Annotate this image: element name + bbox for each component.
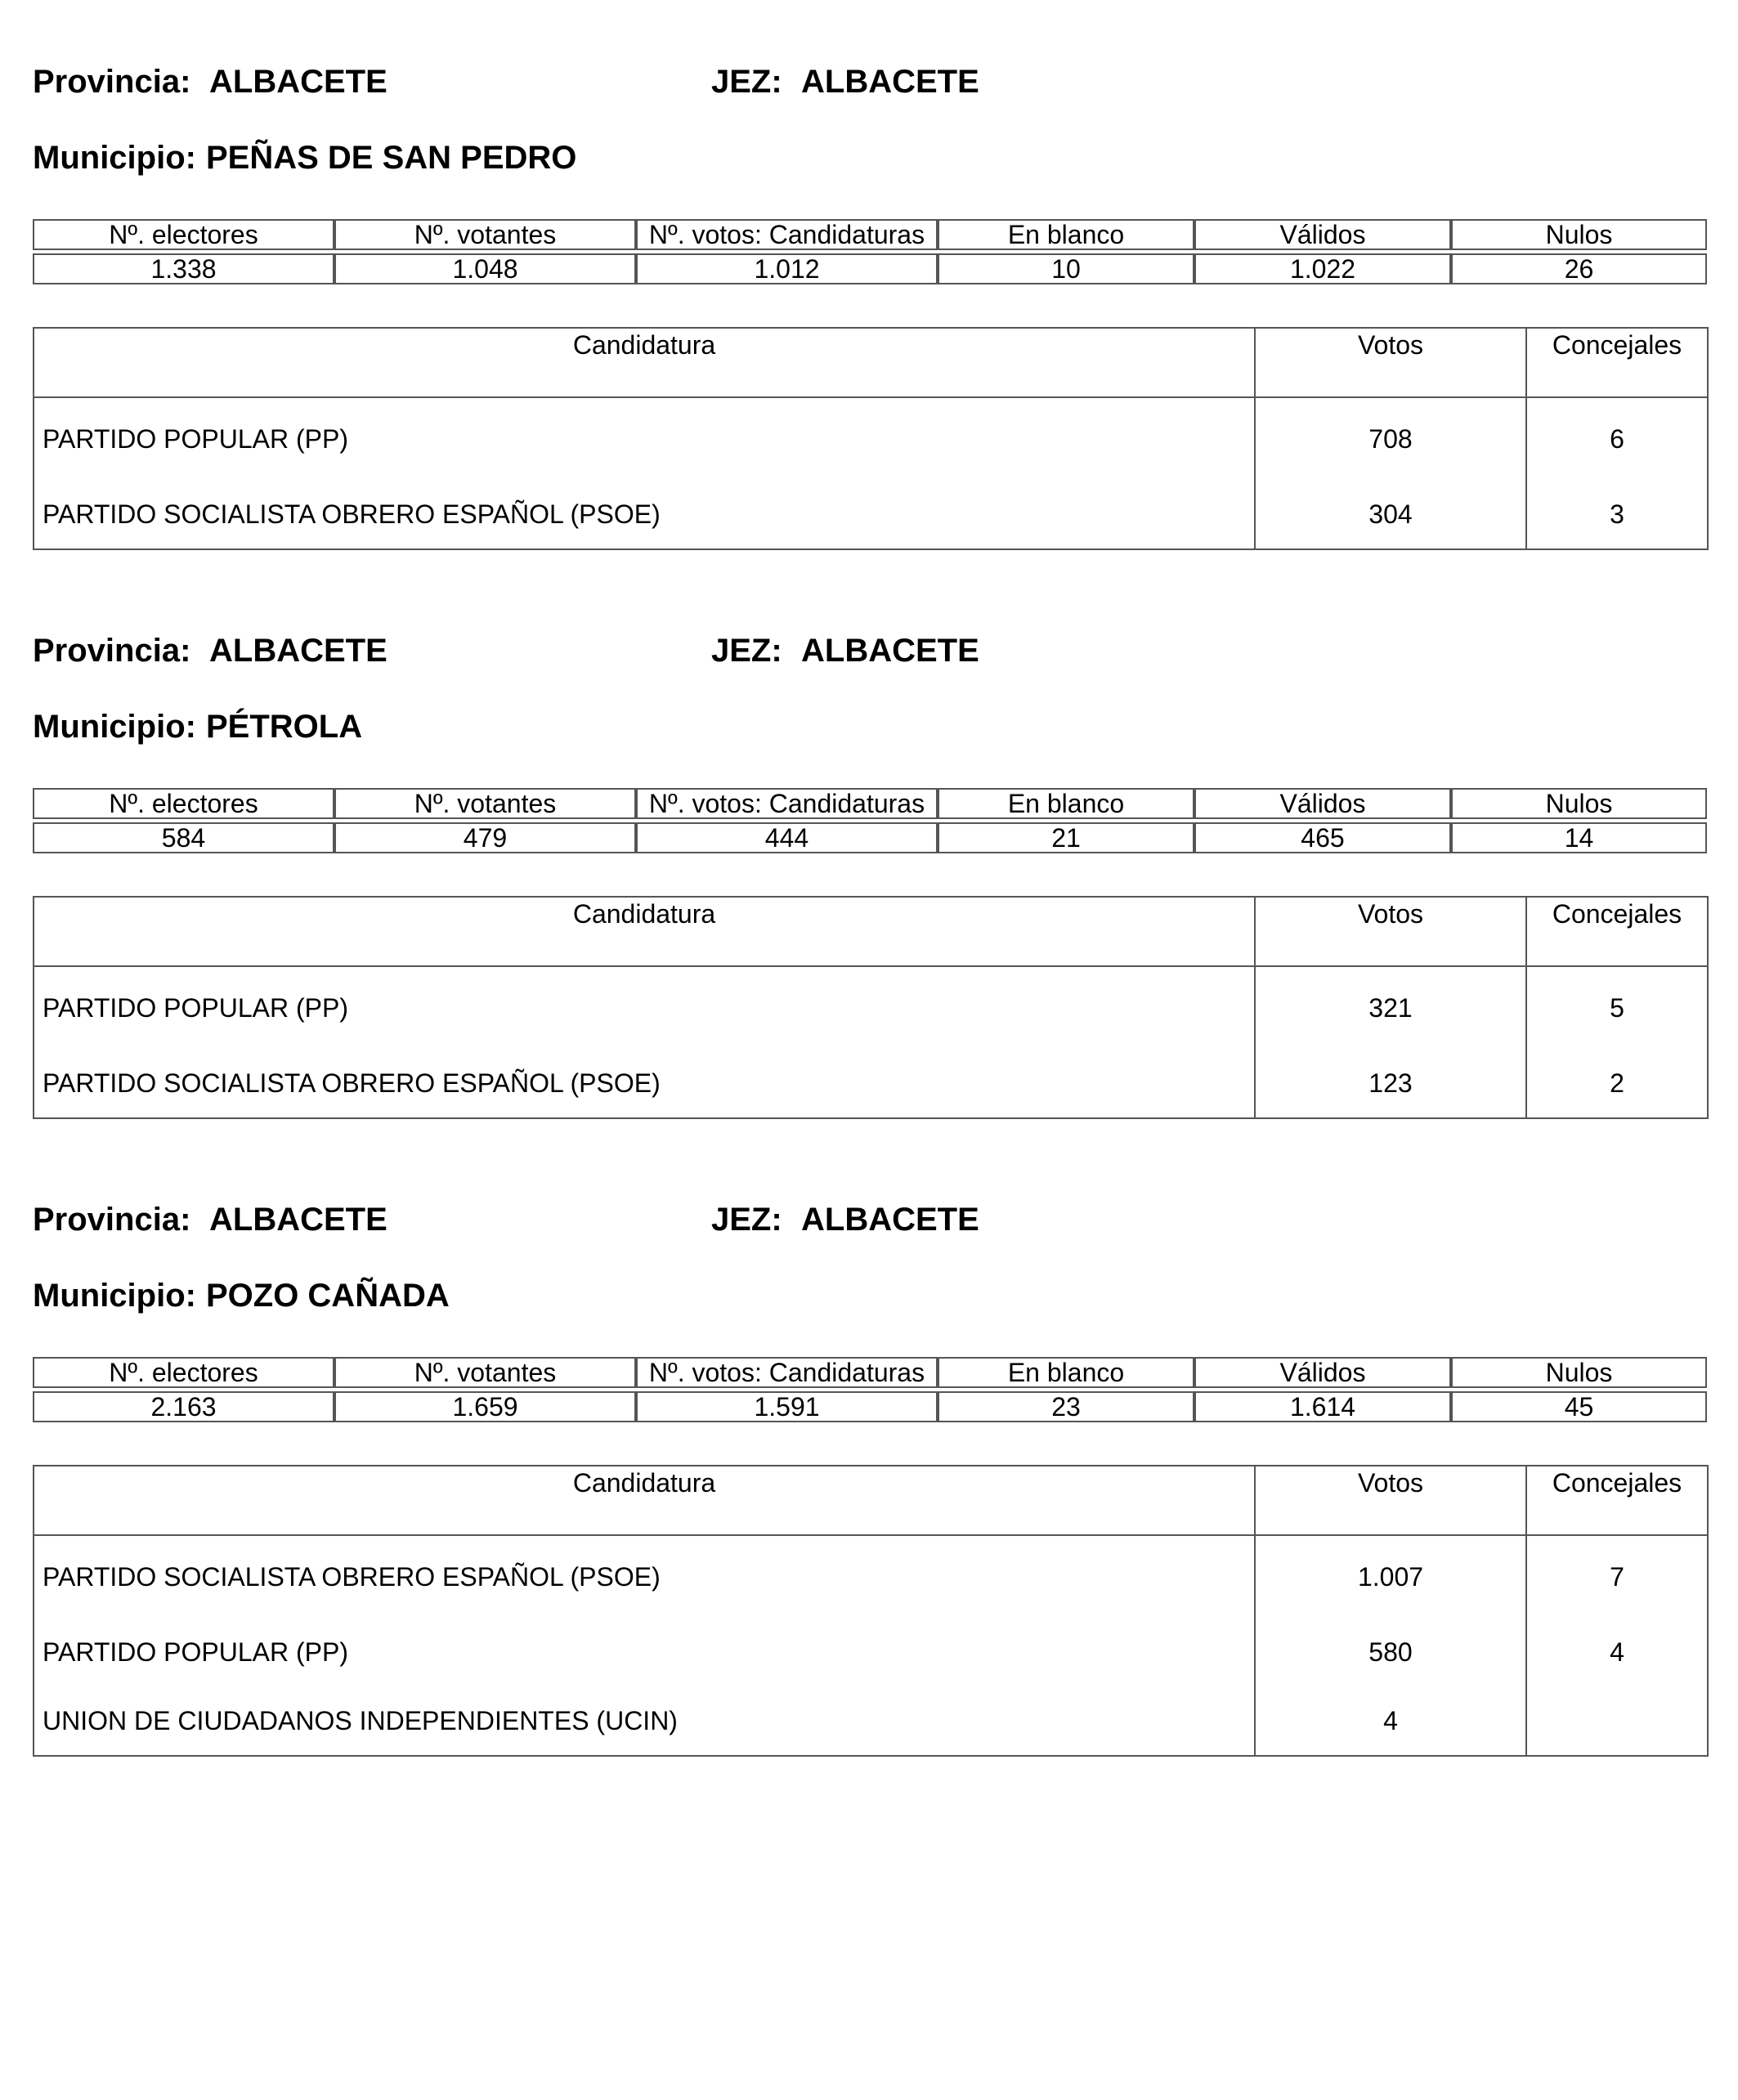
header-row	[33, 57, 1707, 106]
stats-header: Nº. votantes	[334, 788, 636, 819]
jez-value: ALBACETE	[801, 64, 979, 100]
stats-value: 584	[33, 822, 334, 853]
stats-value: 1.012	[636, 253, 938, 284]
candidaturas-table	[33, 327, 1709, 550]
stats-header: Nulos	[1451, 219, 1707, 250]
stats-header: En blanco	[938, 1357, 1194, 1388]
stats-value: 479	[334, 822, 636, 853]
jez-label: JEZ:	[711, 633, 782, 669]
municipio-value: PÉTROLA	[205, 709, 363, 745]
municipio-row	[33, 1271, 450, 1320]
candidaturas-table	[33, 1465, 1709, 1757]
party-votos: 708	[1255, 397, 1526, 480]
provincia-label: Provincia:	[33, 64, 191, 100]
party-name: PARTIDO SOCIALISTA OBRERO ESPAÑOL (PSOE)	[43, 499, 661, 529]
jez-label: JEZ:	[711, 64, 782, 100]
header-row	[33, 626, 1707, 675]
municipio-label: Municipio:	[33, 1278, 196, 1314]
party-concejales: 6	[1526, 397, 1708, 480]
stats-value: 1.048	[334, 253, 636, 284]
stats-value: 21	[938, 822, 1194, 853]
stats-value: 14	[1451, 822, 1707, 853]
stats-value: 1.614	[1194, 1391, 1451, 1422]
stats-table	[33, 1357, 1707, 1422]
party-votos: 4	[1255, 1686, 1526, 1756]
stats-header: Nº. votantes	[334, 219, 636, 250]
stats-header: Nº. votos: Candidaturas	[636, 219, 938, 250]
stats-header: Nº. electores	[33, 219, 334, 250]
stats-value: 465	[1194, 822, 1451, 853]
stats-header: Válidos	[1194, 219, 1451, 250]
party-concejales: 2	[1526, 1049, 1708, 1118]
provincia-label: Provincia:	[33, 1202, 191, 1238]
stats-value: 1.338	[33, 253, 334, 284]
party-concejales: 5	[1526, 966, 1708, 1049]
provincia-label: Provincia:	[33, 633, 191, 669]
votos-header: Votos	[1255, 1466, 1526, 1535]
provincia-value: ALBACETE	[209, 633, 387, 669]
municipio-value: POZO CAÑADA	[205, 1278, 450, 1314]
party-name: PARTIDO SOCIALISTA OBRERO ESPAÑOL (PSOE)	[43, 1068, 661, 1098]
table-row	[34, 1049, 1708, 1118]
stats-value: 45	[1451, 1391, 1707, 1422]
party-name: PARTIDO POPULAR (PP)	[43, 992, 348, 1023]
stats-table	[33, 788, 1707, 853]
party-concejales: 4	[1526, 1618, 1708, 1686]
party-name: PARTIDO SOCIALISTA OBRERO ESPAÑOL (PSOE)	[43, 1561, 661, 1592]
stats-value: 2.163	[33, 1391, 334, 1422]
stats-value: 23	[938, 1391, 1194, 1422]
votos-header: Votos	[1255, 897, 1526, 966]
candidatura-header: Candidatura	[34, 328, 1255, 397]
table-row	[34, 480, 1708, 549]
provincia-value: ALBACETE	[209, 1202, 387, 1238]
stats-header: En blanco	[938, 219, 1194, 250]
stats-header: Válidos	[1194, 788, 1451, 819]
municipality-section	[33, 57, 1707, 529]
stats-header: Nº. votantes	[334, 1357, 636, 1388]
table-row	[34, 966, 1708, 1049]
concejales-header: Concejales	[1526, 1466, 1708, 1535]
stats-header: Nulos	[1451, 1357, 1707, 1388]
table-row	[34, 397, 1708, 480]
municipio-row	[33, 133, 576, 182]
stats-header: Nº. votos: Candidaturas	[636, 1357, 938, 1388]
table-row	[34, 1535, 1708, 1618]
concejales-header: Concejales	[1526, 328, 1708, 397]
jez-label: JEZ:	[711, 1202, 782, 1238]
stats-table	[33, 219, 1707, 284]
party-votos: 304	[1255, 480, 1526, 549]
jez-value: ALBACETE	[801, 1202, 979, 1238]
header-row	[33, 1195, 1707, 1244]
municipio-value: PEÑAS DE SAN PEDRO	[205, 140, 577, 176]
party-name: PARTIDO POPULAR (PP)	[43, 423, 348, 454]
municipio-label: Municipio:	[33, 140, 196, 176]
stats-header: Nº. electores	[33, 1357, 334, 1388]
party-votos: 580	[1255, 1618, 1526, 1686]
stats-header: Nº. votos: Candidaturas	[636, 788, 938, 819]
party-concejales: 7	[1526, 1535, 1708, 1618]
stats-value: 1.022	[1194, 253, 1451, 284]
party-name: UNION DE CIUDADANOS INDEPENDIENTES (UCIN)	[43, 1705, 678, 1735]
party-votos: 123	[1255, 1049, 1526, 1118]
candidatura-header: Candidatura	[34, 1466, 1255, 1535]
municipality-section	[33, 626, 1707, 1098]
party-concejales: 3	[1526, 480, 1708, 549]
table-row	[34, 1686, 1708, 1756]
party-votos: 1.007	[1255, 1535, 1526, 1618]
stats-header: Válidos	[1194, 1357, 1451, 1388]
table-row	[34, 1618, 1708, 1686]
concejales-header: Concejales	[1526, 897, 1708, 966]
party-concejales	[1526, 1686, 1708, 1756]
candidatura-header: Candidatura	[34, 897, 1255, 966]
stats-header: Nulos	[1451, 788, 1707, 819]
candidaturas-table	[33, 896, 1709, 1119]
stats-header: En blanco	[938, 788, 1194, 819]
votos-header: Votos	[1255, 328, 1526, 397]
stats-header: Nº. electores	[33, 788, 334, 819]
stats-value: 1.591	[636, 1391, 938, 1422]
stats-value: 444	[636, 822, 938, 853]
municipio-label: Municipio:	[33, 709, 196, 745]
jez-value: ALBACETE	[801, 633, 979, 669]
municipality-section	[33, 1195, 1707, 1735]
provincia-value: ALBACETE	[209, 64, 387, 100]
stats-value: 26	[1451, 253, 1707, 284]
stats-value: 10	[938, 253, 1194, 284]
municipio-row	[33, 702, 362, 751]
stats-value: 1.659	[334, 1391, 636, 1422]
party-name: PARTIDO POPULAR (PP)	[43, 1637, 348, 1667]
party-votos: 321	[1255, 966, 1526, 1049]
